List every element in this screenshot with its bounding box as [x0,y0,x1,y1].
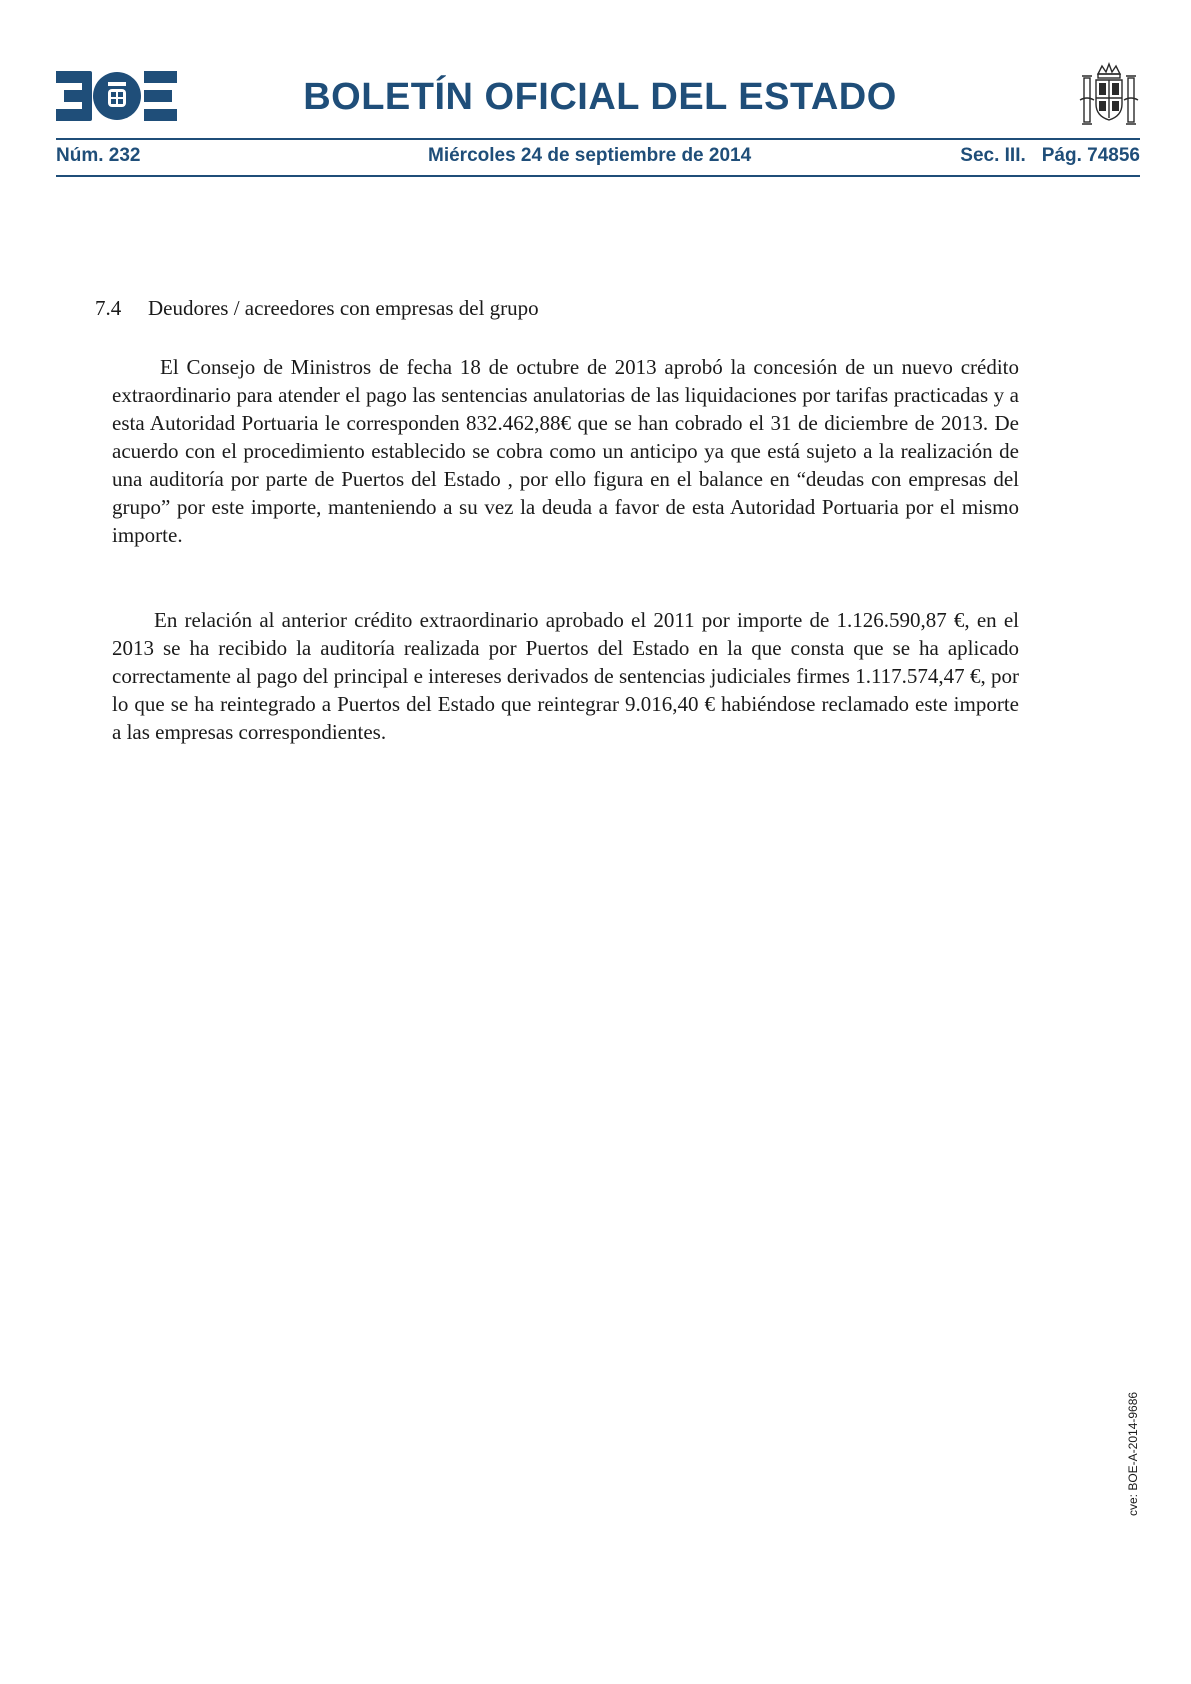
section-page [960,145,1140,167]
section-label: Sec. III. [960,145,1026,166]
section-number: 7.4 [95,296,122,320]
section-title: Deudores / acreedores con empresas del grupo [148,296,539,320]
header-bottom-rule [56,175,1140,177]
boe-logo [56,71,178,121]
page-number: Pág. 74856 [1041,145,1140,166]
header-top-rule [56,138,1140,140]
cve-identifier: cve: BOE-A-2014-9686 [1126,1391,1140,1516]
section-heading [95,296,539,321]
body-paragraph: En relación al anterior crédito extraordinario aprobado el 2011 por importe de 1.126.590,87 €, en el 2013 se ha recibido la auditoría realizada por Puertos del Estado en la que consta que se ha aplicado correctamente al pago del principal e intereses derivados de sentencias judiciales firmes 1.117.574,47 €, por lo que se ha reintegrado a Puertos del Estado que reintegrar 9.016,40 € habiéndose reclamado este importe a las empresas correspondientes. [112,608,1019,744]
issue-number: Núm. 232 [56,145,141,166]
publication-date: Miércoles 24 de septiembre de 2014 [428,145,752,166]
coat-of-arms-icon [1078,60,1140,128]
body-paragraph: El Consejo de Ministros de fecha 18 de octubre de 2013 aprobó la concesión de un nuevo crédito extraordinario para atender el pago las sentencias anulatorias de las liquidaciones por tarifas practicadas y a esta Autoridad Portuaria le corresponden 832.462,88€ que se han cobrado el 31 de diciembre de 2013. De acuerdo con el procedimiento establecido se cobra como un anticipo ya que está sujeto a la realización de una auditoría por parte de Puertos del Estado , por ello figura en el balance en “deudas con empresas del grupo” por este importe, manteniendo a su vez la deuda a favor de esta Autoridad Portuaria por el mismo importe. [112,355,1019,547]
bulletin-title: BOLETÍN OFICIAL DEL ESTADO [303,76,897,118]
